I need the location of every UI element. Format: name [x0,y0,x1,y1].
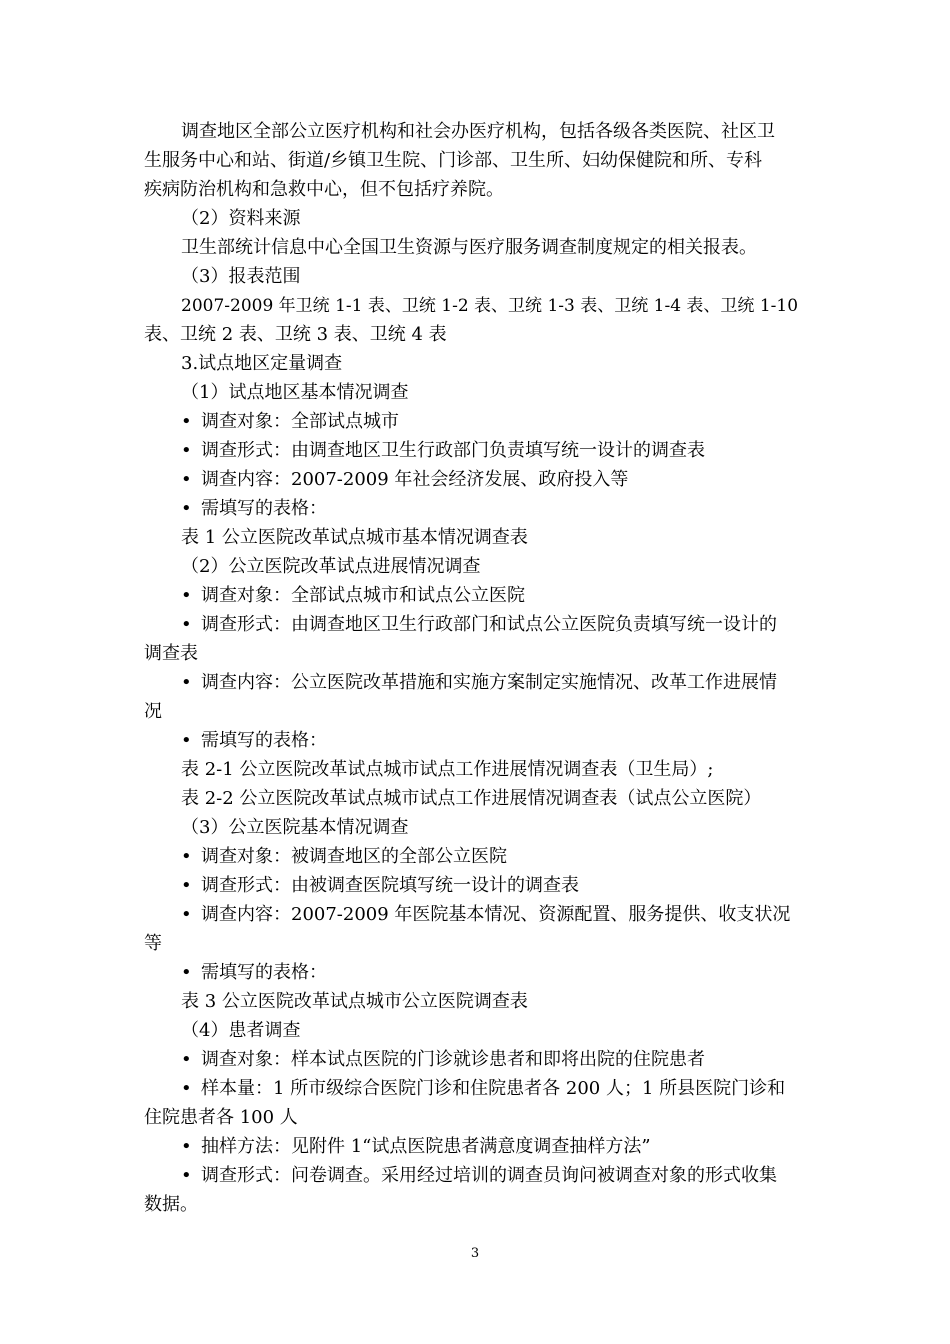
progress-survey-heading: （2）公立医院改革试点进展情况调查 [181,556,481,577]
bullet-continuation: 等 [144,933,162,954]
bullet-icon: • [181,440,192,461]
bullet-icon: • [181,904,192,925]
bullet-icon: • [181,846,192,867]
bullet-item: • 调查形式：由被调查医院填写统一设计的调查表 [181,875,579,896]
bullet-item: • 需填写的表格： [181,730,327,751]
bullet-item: • 抽样方法：见附件 1“试点医院患者满意度调查抽样方法” [181,1136,651,1157]
bullet-item: • 调查内容：2007-2009 年医院基本情况、资源配置、服务提供、收支状况 [181,904,791,925]
intro-line-3: 疾病防治机构和急救中心，但不包括疗养院。 [144,179,504,200]
report-scope-heading: （3）报表范围 [181,266,301,287]
basic-survey-heading: （1）试点地区基本情况调查 [181,382,409,403]
bullet-continuation: 住院患者各 100 人 [144,1107,298,1128]
bullet-icon: • [181,498,192,519]
bullet-item: • 调查形式：由调查地区卫生行政部门负责填写统一设计的调查表 [181,440,705,461]
bullet-item: • 样本量：1 所市级综合医院门诊和住院患者各 200 人；1 所县医院门诊和 [181,1078,786,1099]
bullet-item: • 调查内容：公立医院改革措施和实施方案制定实施情况、改革工作进展情 [181,672,777,693]
section-3-title: 3.试点地区定量调查 [181,353,343,374]
bullet-item: • 调查形式：由调查地区卫生行政部门和试点公立医院负责填写统一设计的 [181,614,777,635]
table-reference: 表 2-1 公立医院改革试点城市试点工作进展情况调查表（卫生局）; [181,759,714,780]
intro-line-1: 调查地区全部公立医疗机构和社会办医疗机构，包括各级各类医院、社区卫 [181,121,775,142]
bullet-item: • 调查对象：样本试点医院的门诊就诊患者和即将出院的住院患者 [181,1049,705,1070]
bullet-item: • 调查对象：全部试点城市和试点公立医院 [181,585,525,606]
table-reference: 表 1 公立医院改革试点城市基本情况调查表 [181,527,528,548]
data-source-text: 卫生部统计信息中心全国卫生资源与医疗服务调查制度规定的相关报表。 [181,237,757,258]
bullet-icon: • [181,614,192,635]
bullet-icon: • [181,1165,192,1186]
bullet-continuation: 况 [144,701,162,722]
page-number: 3 [470,1246,480,1261]
bullet-item: • 需填写的表格： [181,962,327,983]
bullet-continuation: 数据。 [144,1194,198,1215]
bullet-continuation: 调查表 [144,643,198,664]
bullet-icon: • [181,672,192,693]
bullet-item: • 调查内容：2007-2009 年社会经济发展、政府投入等 [181,469,629,490]
hospital-survey-heading: （3）公立医院基本情况调查 [181,817,409,838]
bullet-item: • 需填写的表格： [181,498,327,519]
table-reference: 表 3 公立医院改革试点城市公立医院调查表 [181,991,528,1012]
bullet-item: • 调查形式：问卷调查。采用经过培训的调查员询问被调查对象的形式收集 [181,1165,777,1186]
bullet-icon: • [181,875,192,896]
patient-survey-heading: （4）患者调查 [181,1020,301,1041]
table-reference: 表 2-2 公立医院改革试点城市试点工作进展情况调查表（试点公立医院） [181,788,762,809]
bullet-icon: • [181,469,192,490]
bullet-icon: • [181,730,192,751]
bullet-item: • 调查对象：被调查地区的全部公立医院 [181,846,507,867]
bullet-icon: • [181,1136,192,1157]
bullet-icon: • [181,962,192,983]
bullet-icon: • [181,411,192,432]
data-source-heading: （2）资料来源 [181,208,301,229]
bullet-icon: • [181,1078,192,1099]
intro-line-2: 生服务中心和站、街道/乡镇卫生院、门诊部、卫生所、妇幼保健院和所、专科 [144,150,763,171]
report-scope-line-2: 表、卫统 2 表、卫统 3 表、卫统 4 表 [144,324,447,345]
report-scope-line-1: 2007-2009 年卫统 1-1 表、卫统 1-2 表、卫统 1-3 表、卫统 1-4 表、卫统 1-10 [181,296,799,316]
bullet-item: • 调查对象：全部试点城市 [181,411,399,432]
bullet-icon: • [181,1049,192,1070]
bullet-icon: • [181,585,192,606]
